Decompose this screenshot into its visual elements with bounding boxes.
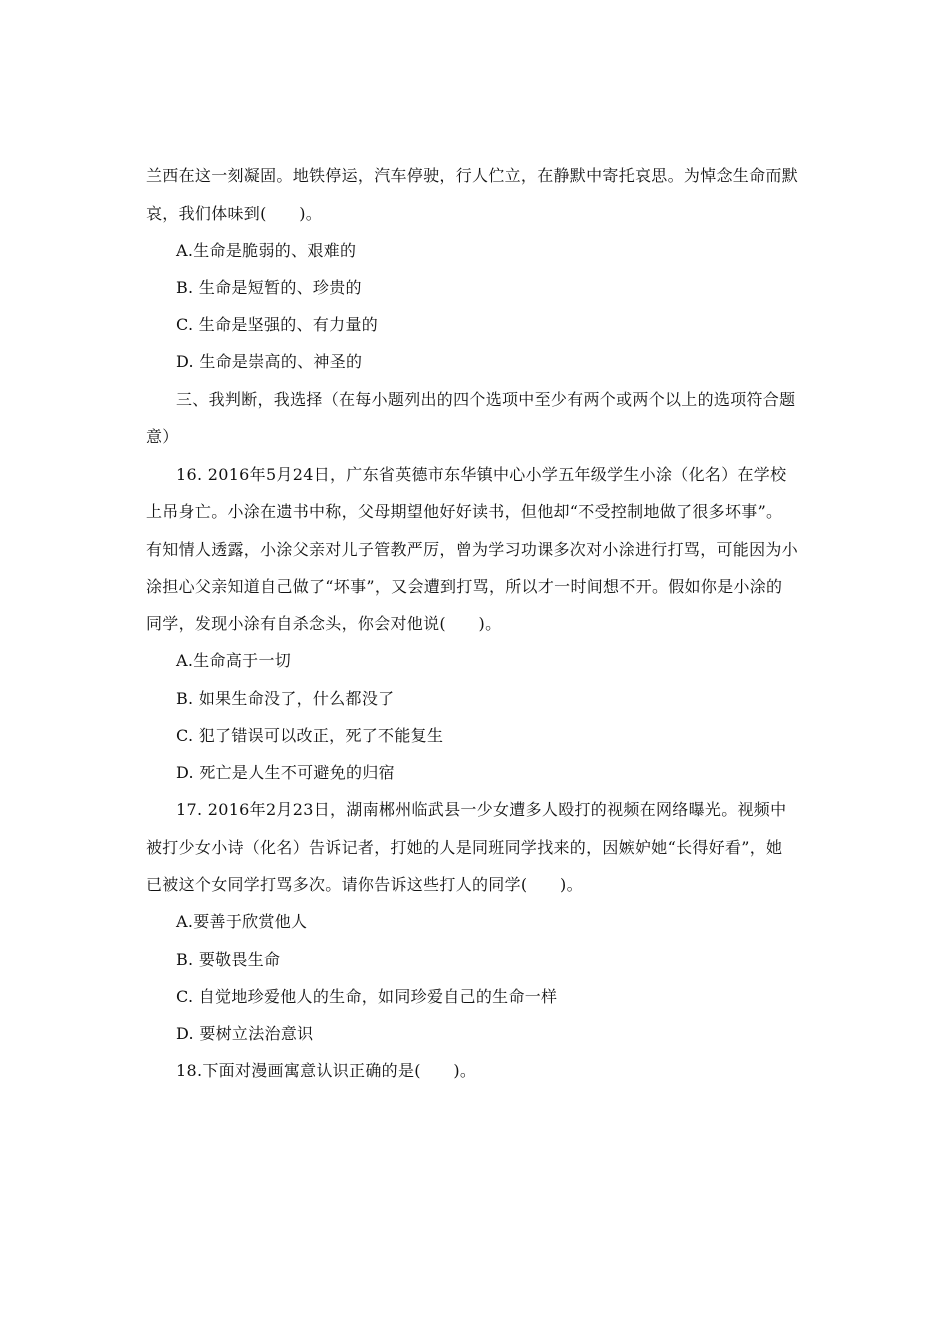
question-18: 18.下面对漫画寓意认识正确的是( )。 (176, 1061, 477, 1080)
paragraph-line: 上吊身亡。小涂在遗书中称，父母期望他好好读书，但他却“不受控制地做了很多坏事”。 (146, 502, 783, 521)
question-17: 17. 2016年2月23日，湖南郴州临武县一少女遭多人殴打的视频在网络曝光。视频中 (176, 800, 787, 819)
paragraph-line: 涂担心父亲知道自己做了“坏事”，又会遭到打骂，所以才一时间想不开。假如你是小涂的 (146, 577, 783, 596)
option-c: C. 生命是坚强的、有力量的 (176, 315, 379, 334)
section-heading: 三、我判断，我选择（在每小题列出的四个选项中至少有两个或两个以上的选项符合题 (176, 390, 796, 409)
paragraph-line: 哀，我们体味到( )。 (146, 204, 323, 223)
question-16: 16. 2016年5月24日，广东省英德市东华镇中心小学五年级学生小涂（化名）在学校 (176, 465, 787, 484)
option-c: C. 犯了错误可以改正，死了不能复生 (176, 726, 444, 745)
paragraph-line: 有知情人透露，小涂父亲对儿子管教严厉，曾为学习功课多次对小涂进行打骂，可能因为小 (146, 540, 799, 559)
option-a: A.生命是脆弱的、艰难的 (176, 241, 357, 260)
option-b: B. 生命是短暂的、珍贵的 (176, 278, 362, 297)
option-b: B. 如果生命没了，什么都没了 (176, 689, 395, 708)
option-b: B. 要敬畏生命 (176, 950, 281, 969)
option-d: D. 死亡是人生不可避免的归宿 (176, 763, 395, 782)
option-a: A.生命高于一切 (176, 651, 292, 670)
paragraph-line: 兰西在这一刻凝固。地铁停运，汽车停驶，行人伫立，在静默中寄托哀思。为悼念生命而默 (146, 166, 799, 185)
option-c: C. 自觉地珍爱他人的生命，如同珍爱自己的生命一样 (176, 987, 558, 1006)
paragraph-line: 同学，发现小涂有自杀念头，你会对他说( )。 (146, 614, 502, 633)
option-a: A.要善于欣赏他人 (176, 912, 308, 931)
option-d: D. 要树立法治意识 (176, 1024, 314, 1043)
paragraph-line: 被打少女小诗（化名）告诉记者，打她的人是同班同学找来的，因嫉妒她“长得好看”，她 (146, 838, 783, 857)
paragraph-line: 已被这个女同学打骂多次。请你告诉这些打人的同学( )。 (146, 875, 583, 894)
option-d: D. 生命是崇高的、神圣的 (176, 352, 363, 371)
section-heading-cont: 意） (146, 427, 179, 446)
